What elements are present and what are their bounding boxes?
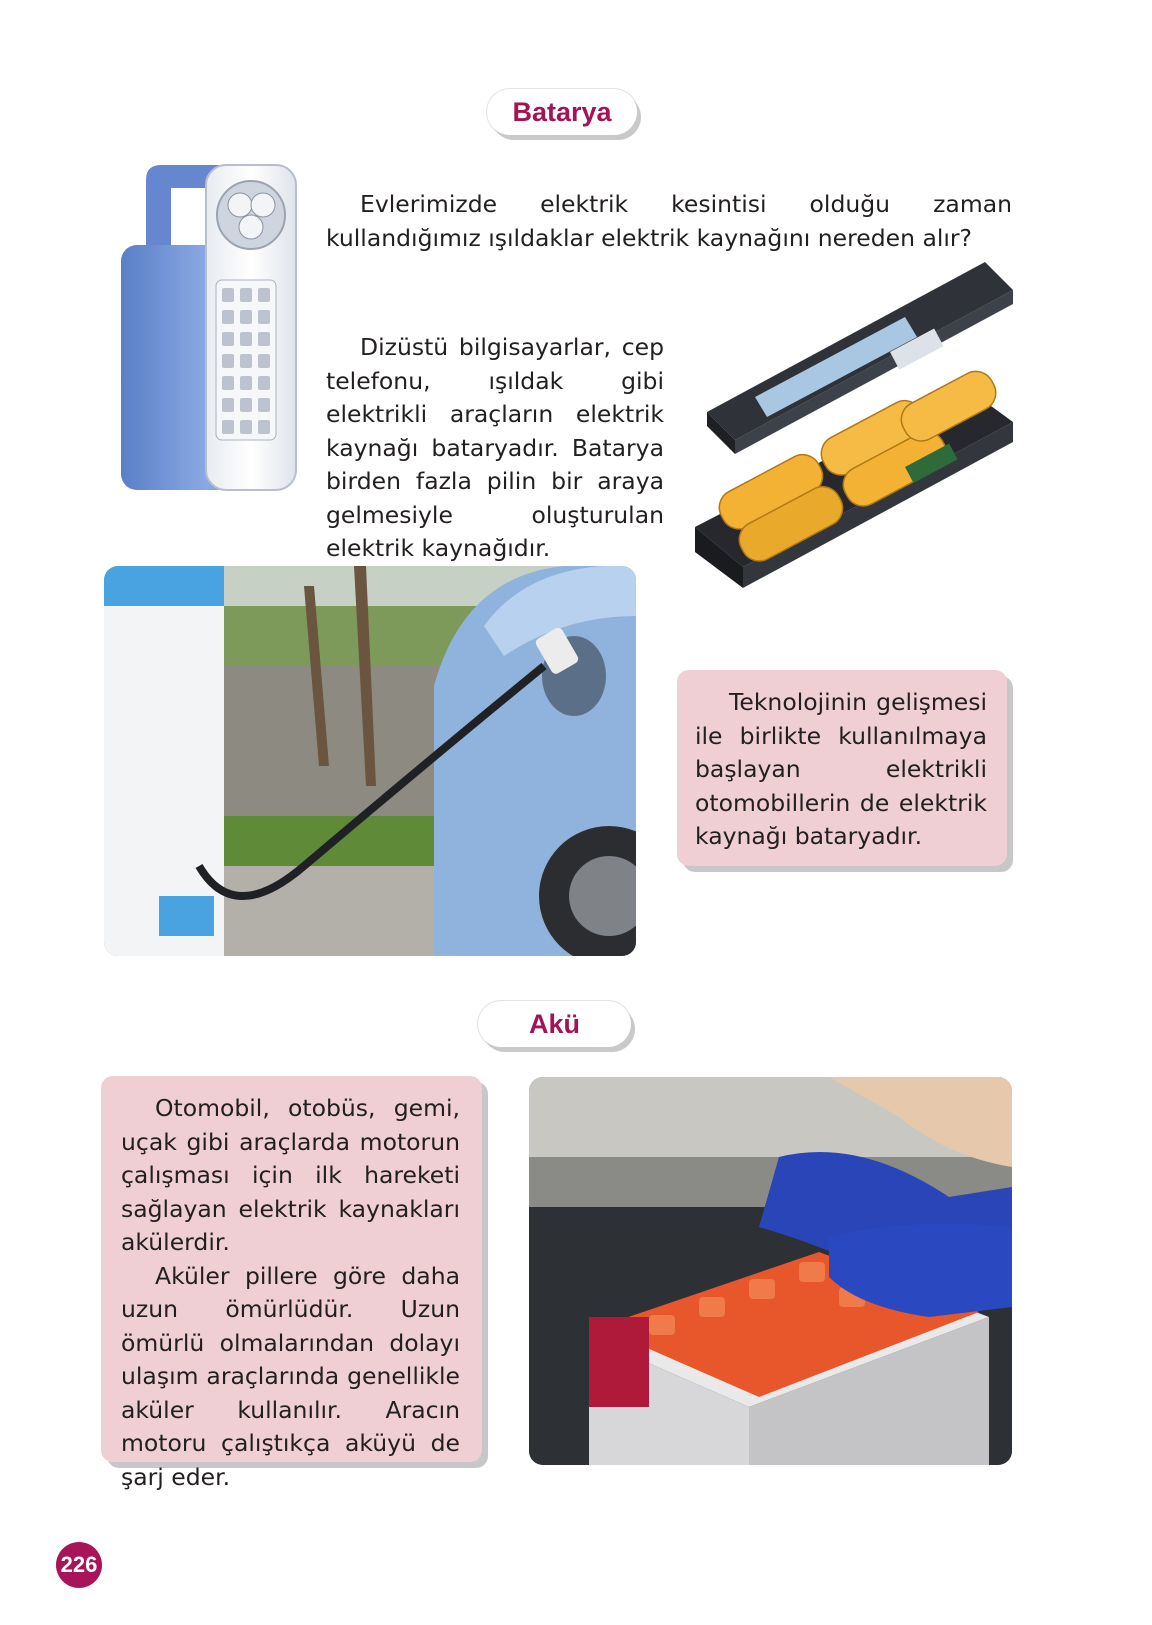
section-title-aku-text: Akü xyxy=(528,1008,580,1039)
aku-info-text-2: Aküler pillere göre daha uzun ömürlüdür. Uzun ömürlü olmalarından dolayı ulaşım araçlarında genellikle aküler kullanılır. Aracın motoru çalıştıkça aküyü de şarj eder. xyxy=(121,1261,460,1491)
batarya-intro-text-2: Dizüstü bilgisayarlar, cep telefonu, ışıldak gibi elektrikli araçların elektrik kaynağı bataryadır. Batarya birden fazla pilin bir araya gelmesiyle oluşturulan elektrik kaynağıdır. xyxy=(326,333,664,562)
batarya-intro-paragraph-2 xyxy=(326,331,664,566)
aku-info-box xyxy=(101,1076,482,1491)
car-battery-photo xyxy=(529,1077,1012,1465)
car-battery-image xyxy=(529,1077,1012,1465)
ev-charging-image xyxy=(104,566,636,956)
laptop-battery-image xyxy=(695,262,1015,590)
ev-info-paragraph xyxy=(695,686,987,854)
batarya-intro-paragraph-1 xyxy=(326,188,1012,255)
section-title-batarya-text: Batarya xyxy=(512,96,612,127)
page-number-badge xyxy=(56,1542,102,1588)
aku-info-paragraphs xyxy=(121,1092,460,1494)
batarya-intro-text-1: Evlerimizde elektrik kesintisi olduğu zaman kullandığımız ışıldaklar elektrik kaynağını nereden alır? xyxy=(326,190,1012,252)
section-title-batarya xyxy=(487,89,637,135)
section-title-aku xyxy=(478,1001,631,1047)
page-number-text: 226 xyxy=(60,1552,98,1577)
flashlight-image xyxy=(116,160,301,500)
ev-charging-photo xyxy=(104,566,636,956)
aku-info-text-1: Otomobil, otobüs, gemi, uçak gibi araçlarda motorun çalışması için ilk hareketi sağlayan elektrik kaynakları akülerdir. xyxy=(121,1094,460,1256)
ev-info-box xyxy=(677,670,1007,866)
ev-info-text: Teknolojinin gelişmesi ile birlikte kullanılmaya başlayan elektrikli otomobillerin de elektrik kaynağı bataryadır. xyxy=(695,688,987,850)
